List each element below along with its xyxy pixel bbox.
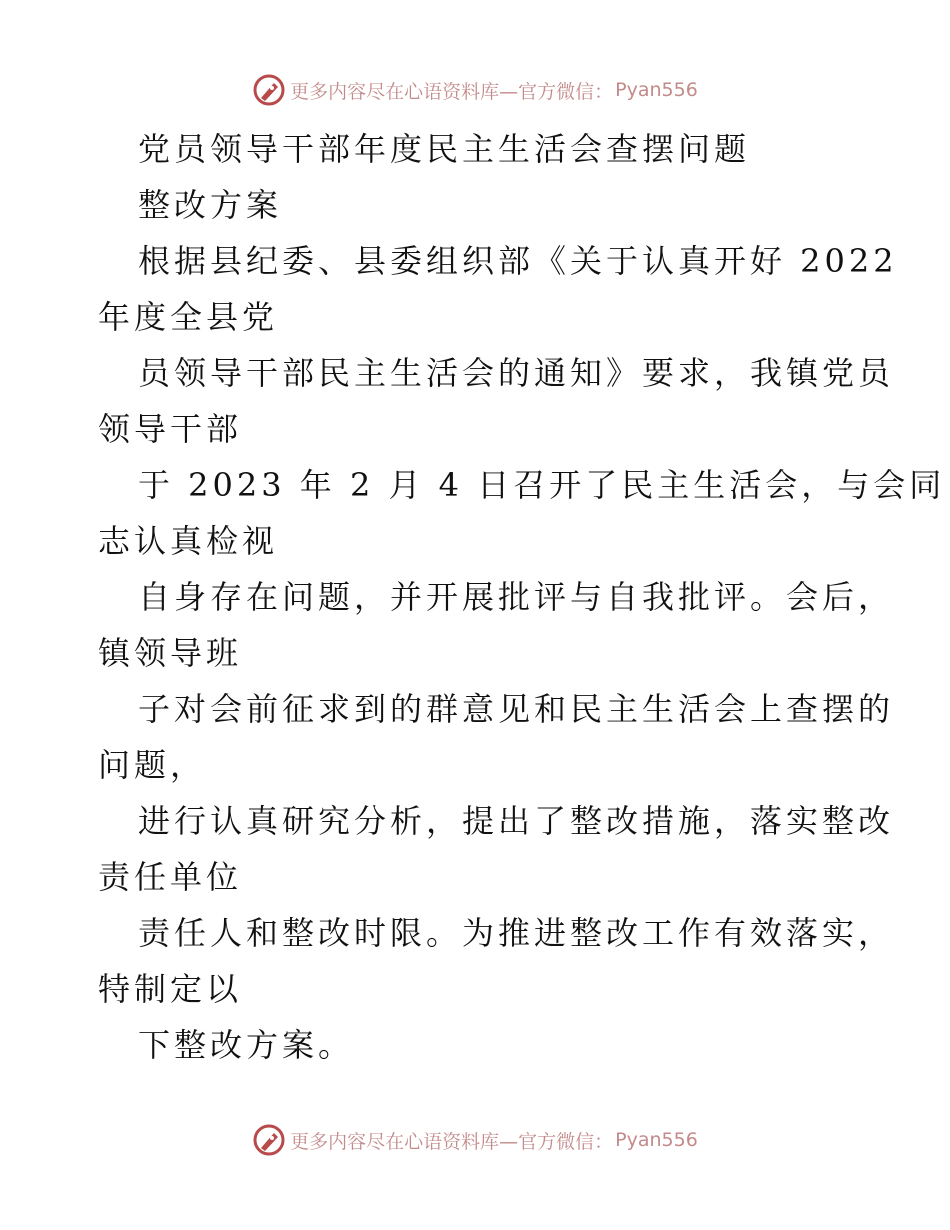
header-watermark [0, 70, 950, 110]
document-line: 领导干部 [98, 410, 243, 448]
document-line: 志认真检视 [98, 522, 279, 560]
pen-nib-logo-icon [252, 73, 286, 107]
document-line: 问题， [98, 746, 207, 784]
document-line: 进行认真研究分析，提出了整改措施，落实整改 [138, 802, 895, 840]
document-line: 于 2023 年 2 月 4 日召开了民主生活会，与会同 [138, 466, 946, 504]
document-line: 下整改方案。 [138, 1026, 355, 1064]
document-body [98, 121, 946, 1073]
document-line: 员领导干部民主生活会的通知》要求，我镇党员 [138, 354, 895, 392]
watermark-wechat-id: Pyan556 [615, 79, 698, 101]
document-line: 根据县纪委、县委组织部《关于认真开好 2022 [138, 242, 898, 280]
document-line: 整改方案 [138, 186, 283, 224]
watermark-text: 更多内容尽在心语资料库—官方微信： [290, 80, 614, 103]
document-line: 镇领导班 [98, 634, 243, 672]
footer-watermark [0, 1120, 950, 1160]
document-line: 自身存在问题，并开展批评与自我批评。会后， [138, 578, 895, 616]
document-line: 责任单位 [98, 858, 243, 896]
document-line: 子对会前征求到的群意见和民主生活会上查摆的 [138, 690, 895, 728]
document-line: 年度全县党 [98, 298, 279, 336]
pen-nib-logo-icon [252, 1123, 286, 1157]
document-line: 党员领导干部年度民主生活会查摆问题 [138, 130, 751, 168]
document-line: 责任人和整改时限。为推进整改工作有效落实， [138, 914, 895, 952]
watermark-wechat-id: Pyan556 [615, 1129, 698, 1151]
document-line: 特制定以 [98, 970, 243, 1008]
watermark-text: 更多内容尽在心语资料库—官方微信： [290, 1130, 614, 1153]
